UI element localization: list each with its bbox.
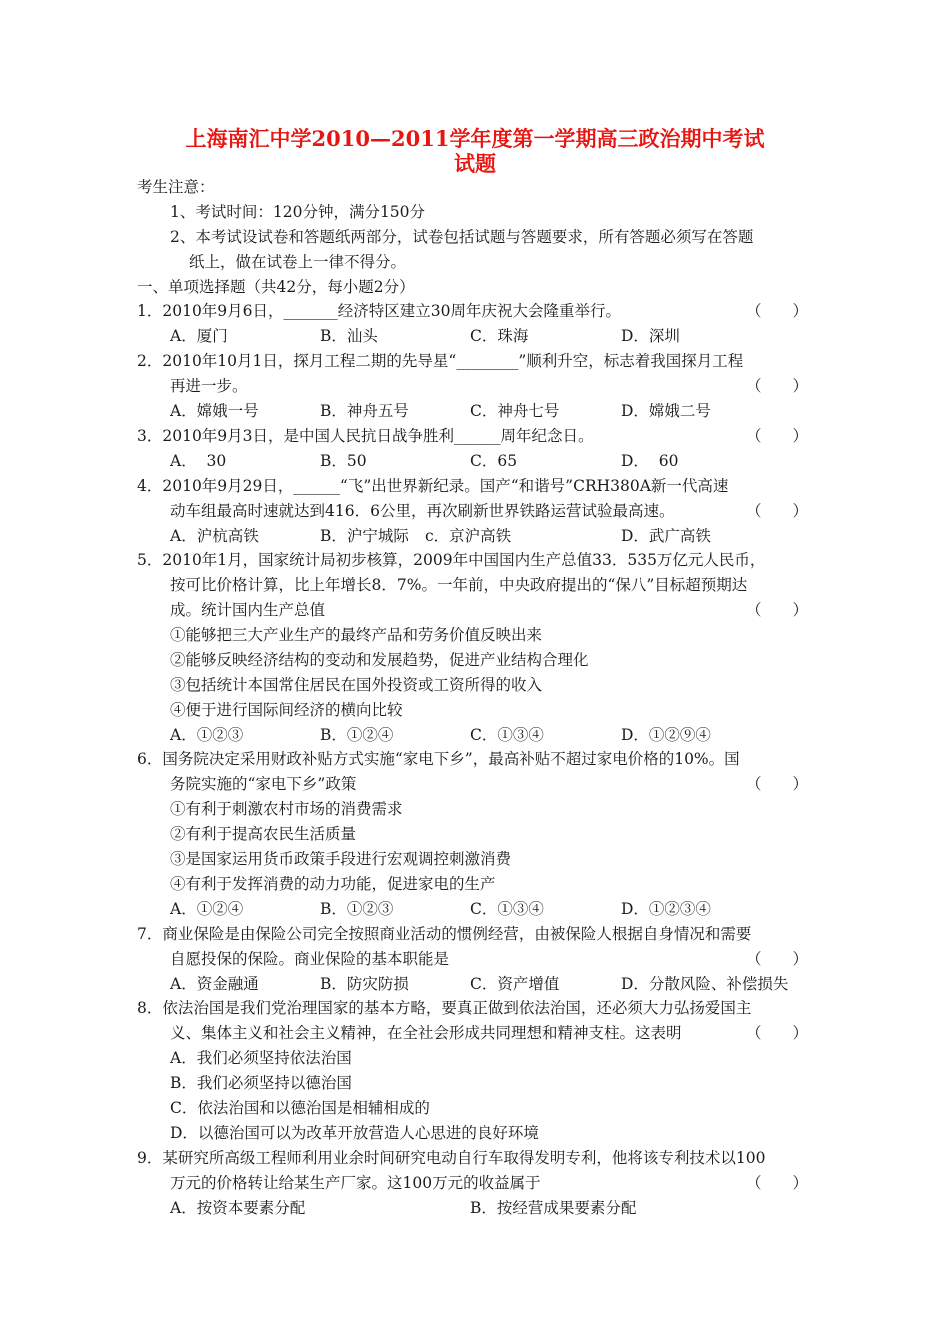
- q3-option-d: D． 60: [621, 452, 679, 470]
- q5-stem-1: 5．2010年1月，国家统计局初步核算，2009年中国国内生产总值33．535万亿元人民币，: [137, 551, 766, 569]
- notice-item-2b: 纸上，做在试卷上一律不得分。: [189, 253, 407, 271]
- q8-option-c: C．依法治国和以德治国是相辅相成的: [170, 1099, 430, 1117]
- q6-option-a: A．①②④: [170, 900, 244, 918]
- q7-option-b: B．防灾防损: [320, 975, 409, 993]
- q8-option-d: D．以德治国可以为改革开放营造人心思进的良好环境: [170, 1124, 539, 1142]
- notice-item-1: 1、考试时间：120分钟，满分150分: [170, 203, 426, 221]
- section-heading: 一、单项选择题（共42分，每小题2分）: [137, 278, 415, 296]
- q5-stem-2: 按可比价格计算，比上年增长8．7%。一年前，中央政府提出的“保八”目标超预期达: [170, 576, 748, 594]
- exam-title-line1: 上海南汇中学2010—2011学年度第一学期高三政治期中考试: [185, 126, 765, 151]
- q6-item-4: ④有利于发挥消费的动力功能，促进家电的生产: [170, 875, 496, 893]
- q2-option-c: C．神舟七号: [470, 402, 560, 420]
- q4-answer-blank: （ ）: [746, 502, 809, 520]
- q9-answer-blank: （ ）: [746, 1174, 809, 1192]
- q6-item-1: ①有利于刺激农村市场的消费需求: [170, 800, 403, 818]
- q7-stem-1: 7．商业保险是由保险公司完全按照商业活动的惯例经营，由被保险人根据自身情况和需要: [137, 925, 752, 943]
- q2-option-b: B．神舟五号: [320, 402, 409, 420]
- exam-title-line2: 试题: [454, 151, 496, 176]
- q6-option-c: C．①③④: [470, 900, 544, 918]
- q5-option-d: D．①②⑨④: [621, 726, 711, 744]
- q9-option-b: B．按经营成果要素分配: [470, 1199, 637, 1217]
- q2-stem-1: 2．2010年10月1日，探月工程二期的先导星“________”顺利升空，标志着我国探月工程: [137, 352, 744, 370]
- q5-item-3: ③包括统计本国常住居民在国外投资或工资所得的收入: [170, 676, 543, 694]
- q2-option-a: A．嫦娥一号: [170, 402, 259, 420]
- q4-option-a: A．沪杭高铁: [170, 527, 259, 545]
- q6-stem-1: 6．国务院决定采用财政补贴方式实施“家电下乡”，最高补贴不超过家电价格的10%。国: [137, 750, 740, 768]
- q1-option-d: D．深圳: [621, 327, 680, 345]
- notice-heading: 考生注意：: [137, 178, 215, 196]
- q6-item-2: ②有利于提高农民生活质量: [170, 825, 357, 843]
- q1-option-c: C．珠海: [470, 327, 529, 345]
- q2-option-d: D．嫦娥二号: [621, 402, 711, 420]
- q7-option-a: A．资金融通: [170, 975, 259, 993]
- q3-stem: 3．2010年9月3日，是中国人民抗日战争胜利______周年纪念日。: [137, 427, 594, 445]
- q6-item-3: ③是国家运用货币政策手段进行宏观调控刺激消费: [170, 850, 512, 868]
- q8-answer-blank: （ ）: [746, 1024, 809, 1042]
- q4-option-d: D．武广高铁: [621, 527, 711, 545]
- q2-answer-blank: （ ）: [746, 377, 809, 395]
- q5-option-c: C．①③④: [470, 726, 544, 744]
- q3-option-b: B．50: [320, 452, 367, 470]
- notice-item-2a: 2、本考试设试卷和答题纸两部分，试卷包括试题与答题要求，所有答题必须写在答题: [170, 228, 754, 246]
- q5-item-1: ①能够把三大产业生产的最终产品和劳务价值反映出来: [170, 626, 543, 644]
- q7-option-d: D．分散风险、补偿损失: [621, 975, 789, 993]
- q4-stem-2: 动车组最高时速就达到416．6公里，再次刷新世界铁路运营试验最高速。: [170, 502, 675, 520]
- q9-stem-1: 9．某研究所高级工程师利用业余时间研究电动自行车取得发明专利，他将该专利技术以100: [137, 1149, 766, 1167]
- q7-option-c: C．资产增值: [470, 975, 560, 993]
- q5-item-4: ④便于进行国际间经济的横向比较: [170, 701, 403, 719]
- q3-answer-blank: （ ）: [746, 427, 809, 445]
- q1-stem: 1．2010年9月6日，_______经济特区建立30周年庆祝大会隆重举行。: [137, 302, 622, 320]
- q6-option-b: B．①②③: [320, 900, 394, 918]
- q8-stem-2: 义、集体主义和社会主义精神，在全社会形成共同理想和精神支柱。这表明: [170, 1024, 682, 1042]
- q3-option-c: C．65: [470, 452, 518, 470]
- q5-option-b: B．①②④: [320, 726, 394, 744]
- q8-option-b: B．我们必须坚持以德治国: [170, 1074, 352, 1092]
- q1-option-a: A．厦门: [170, 327, 228, 345]
- q6-stem-2: 务院实施的“家电下乡”政策: [170, 775, 357, 793]
- q4-option-b: B．沪宁城际: [320, 527, 409, 545]
- q5-answer-blank: （ ）: [746, 601, 809, 619]
- q9-stem-2: 万元的价格转让给某生产厂家。这100万元的收益属于: [170, 1174, 541, 1192]
- q6-option-d: D．①②③④: [621, 900, 711, 918]
- q1-answer-blank: （ ）: [746, 302, 809, 320]
- q9-option-a: A．按资本要素分配: [170, 1199, 306, 1217]
- q7-answer-blank: （ ）: [746, 950, 809, 968]
- q8-stem-1: 8．依法治国是我们党治理国家的基本方略，要真正做到依法治国，还必须大力弘扬爱国主: [137, 999, 752, 1017]
- q3-option-a: A． 30: [170, 452, 227, 470]
- q2-stem-2: 再进一步。: [170, 377, 248, 395]
- q5-item-2: ②能够反映经济结构的变动和发展趋势，促进产业结构合理化: [170, 651, 589, 669]
- q5-stem-3: 成。统计国内生产总值: [170, 601, 326, 619]
- q5-option-a: A．①②③: [170, 726, 244, 744]
- q7-stem-2: 自愿投保的保险。商业保险的基本职能是: [170, 950, 450, 968]
- q6-answer-blank: （ ）: [746, 775, 809, 793]
- q8-option-a: A．我们必须坚持依法治国: [170, 1049, 352, 1067]
- q4-option-c: c．京沪高铁: [425, 527, 512, 545]
- q4-stem-1: 4．2010年9月29日，______“飞”出世界新纪录。国产“和谐号”CRH380A新一代高速: [137, 477, 729, 495]
- q1-option-b: B．汕头: [320, 327, 378, 345]
